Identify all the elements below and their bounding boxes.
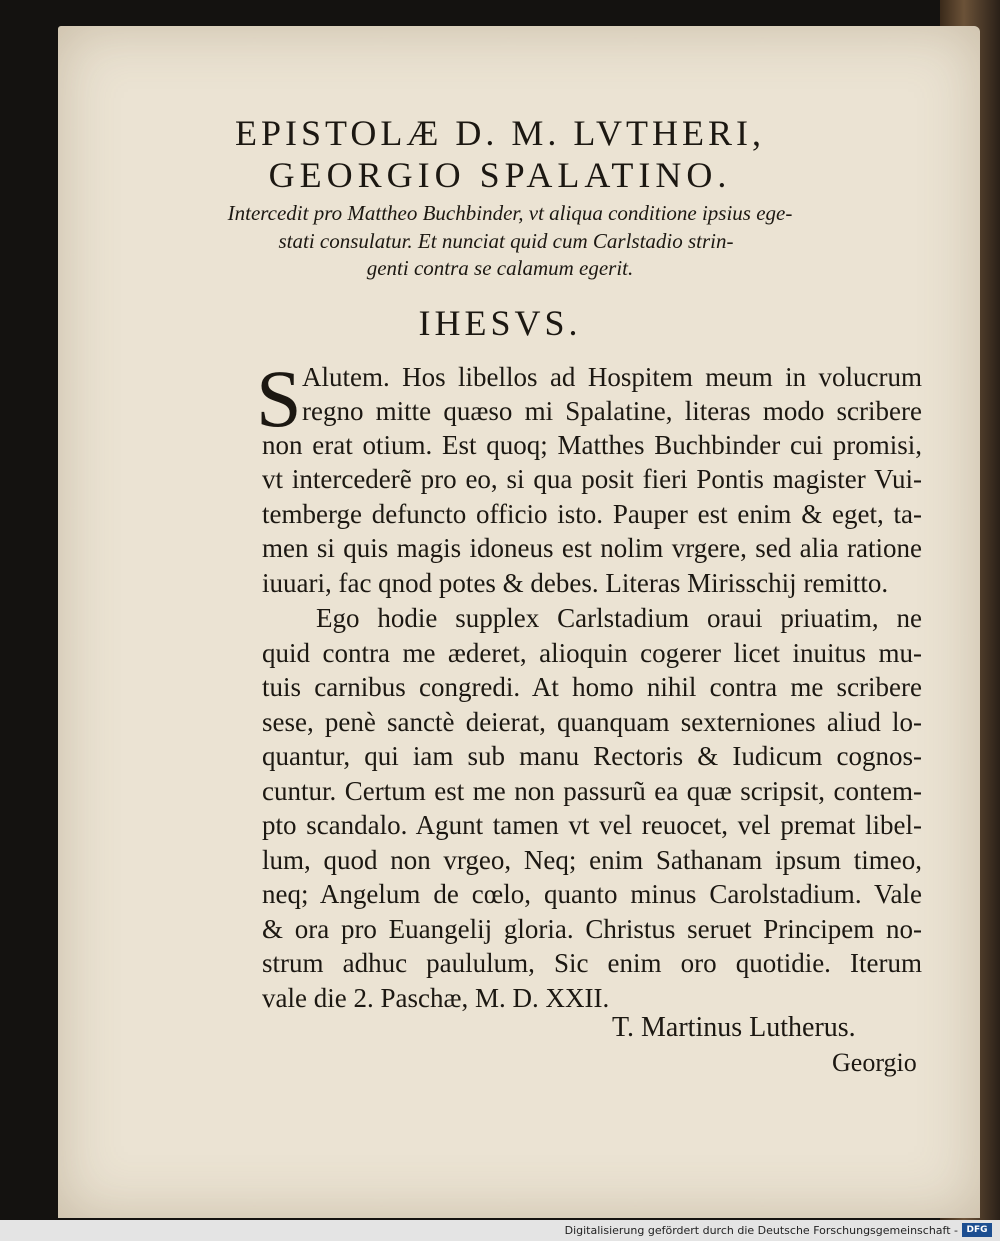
- footer-credit: Digitalisierung gefördert durch die Deutsche Forschungsgemeinschaft -: [564, 1224, 958, 1237]
- invocation-heading: IHESVS.: [418, 303, 582, 343]
- body-line: Alutem. Hos libellos ad Hospitem meum in volucrum: [302, 362, 922, 392]
- body-line: sese, penè sanctè deierat, quanquam sexterniones aliud lo-: [262, 707, 922, 737]
- body-line: & ora pro Euangelij gloria. Christus seruet Principem no-: [262, 914, 922, 944]
- letter-title-line-2: GEORGIO SPALATINO.: [268, 155, 732, 195]
- body-line: pto scandalo. Agunt tamen vt vel reuocet, vel premat libel-: [262, 810, 922, 840]
- letter-title-line-1: EPISTOLÆ D. M. LVTHERI,: [234, 113, 766, 153]
- footer-bar: [0, 1220, 1000, 1241]
- body-line: Ego hodie supplex Carlstadium oraui priuatim, ne: [316, 603, 922, 633]
- body-line: non erat otium. Est quoq; Matthes Buchbinder cui promisi,: [262, 430, 922, 460]
- drop-cap: S: [256, 353, 302, 444]
- body-line: strum adhuc paululum, Sic enim oro quotidie. Iterum: [262, 948, 922, 978]
- body-line: cuntur. Certum est me non passurũ ea quæ scripsit, contem-: [262, 776, 922, 806]
- body-line: men si quis magis idoneus est nolim vrgere, sed alia ratione: [262, 533, 922, 563]
- body-line: vale die 2. Paschæ, M. D. XXII.: [262, 983, 610, 1013]
- body-line: regno mitte quæso mi Spalatine, literas modo scribere: [302, 396, 922, 426]
- signature: T. Martinus Lutherus.: [612, 1012, 856, 1043]
- body-line: quantur, qui iam sub manu Rectoris & Iudicum cognos-: [262, 741, 922, 771]
- body-line: iuuari, fac qnod potes & debes. Literas Mirisschij remitto.: [262, 568, 889, 598]
- summary-line: Intercedit pro Mattheo Buchbinder, vt aliqua conditione ipsius ege-: [227, 201, 793, 225]
- body-line: lum, quod non vrgeo, Neq; enim Sathanam ipsum timeo,: [262, 845, 922, 875]
- body-line: tuis carnibus congredi. At homo nihil contra me scribere: [262, 672, 922, 702]
- body-line: quid contra me æderet, alioquin cogerer licet inuitus mu-: [262, 638, 922, 668]
- dfg-logo-icon: DFG: [962, 1223, 992, 1237]
- summary-line: genti contra se calamum egerit.: [366, 256, 634, 280]
- catchword: Georgio: [832, 1048, 917, 1077]
- summary-line: stati consulatur. Et nunciat quid cum Carlstadio strin-: [278, 229, 734, 253]
- body-line: neq; Angelum de cœlo, quanto minus Carolstadium. Vale: [262, 879, 922, 909]
- body-line: temberge defuncto officio isto. Pauper est enim & eget, ta-: [262, 499, 922, 529]
- body-line: vt intercederẽ pro eo, si qua posit fieri Pontis magister Vui-: [262, 464, 922, 494]
